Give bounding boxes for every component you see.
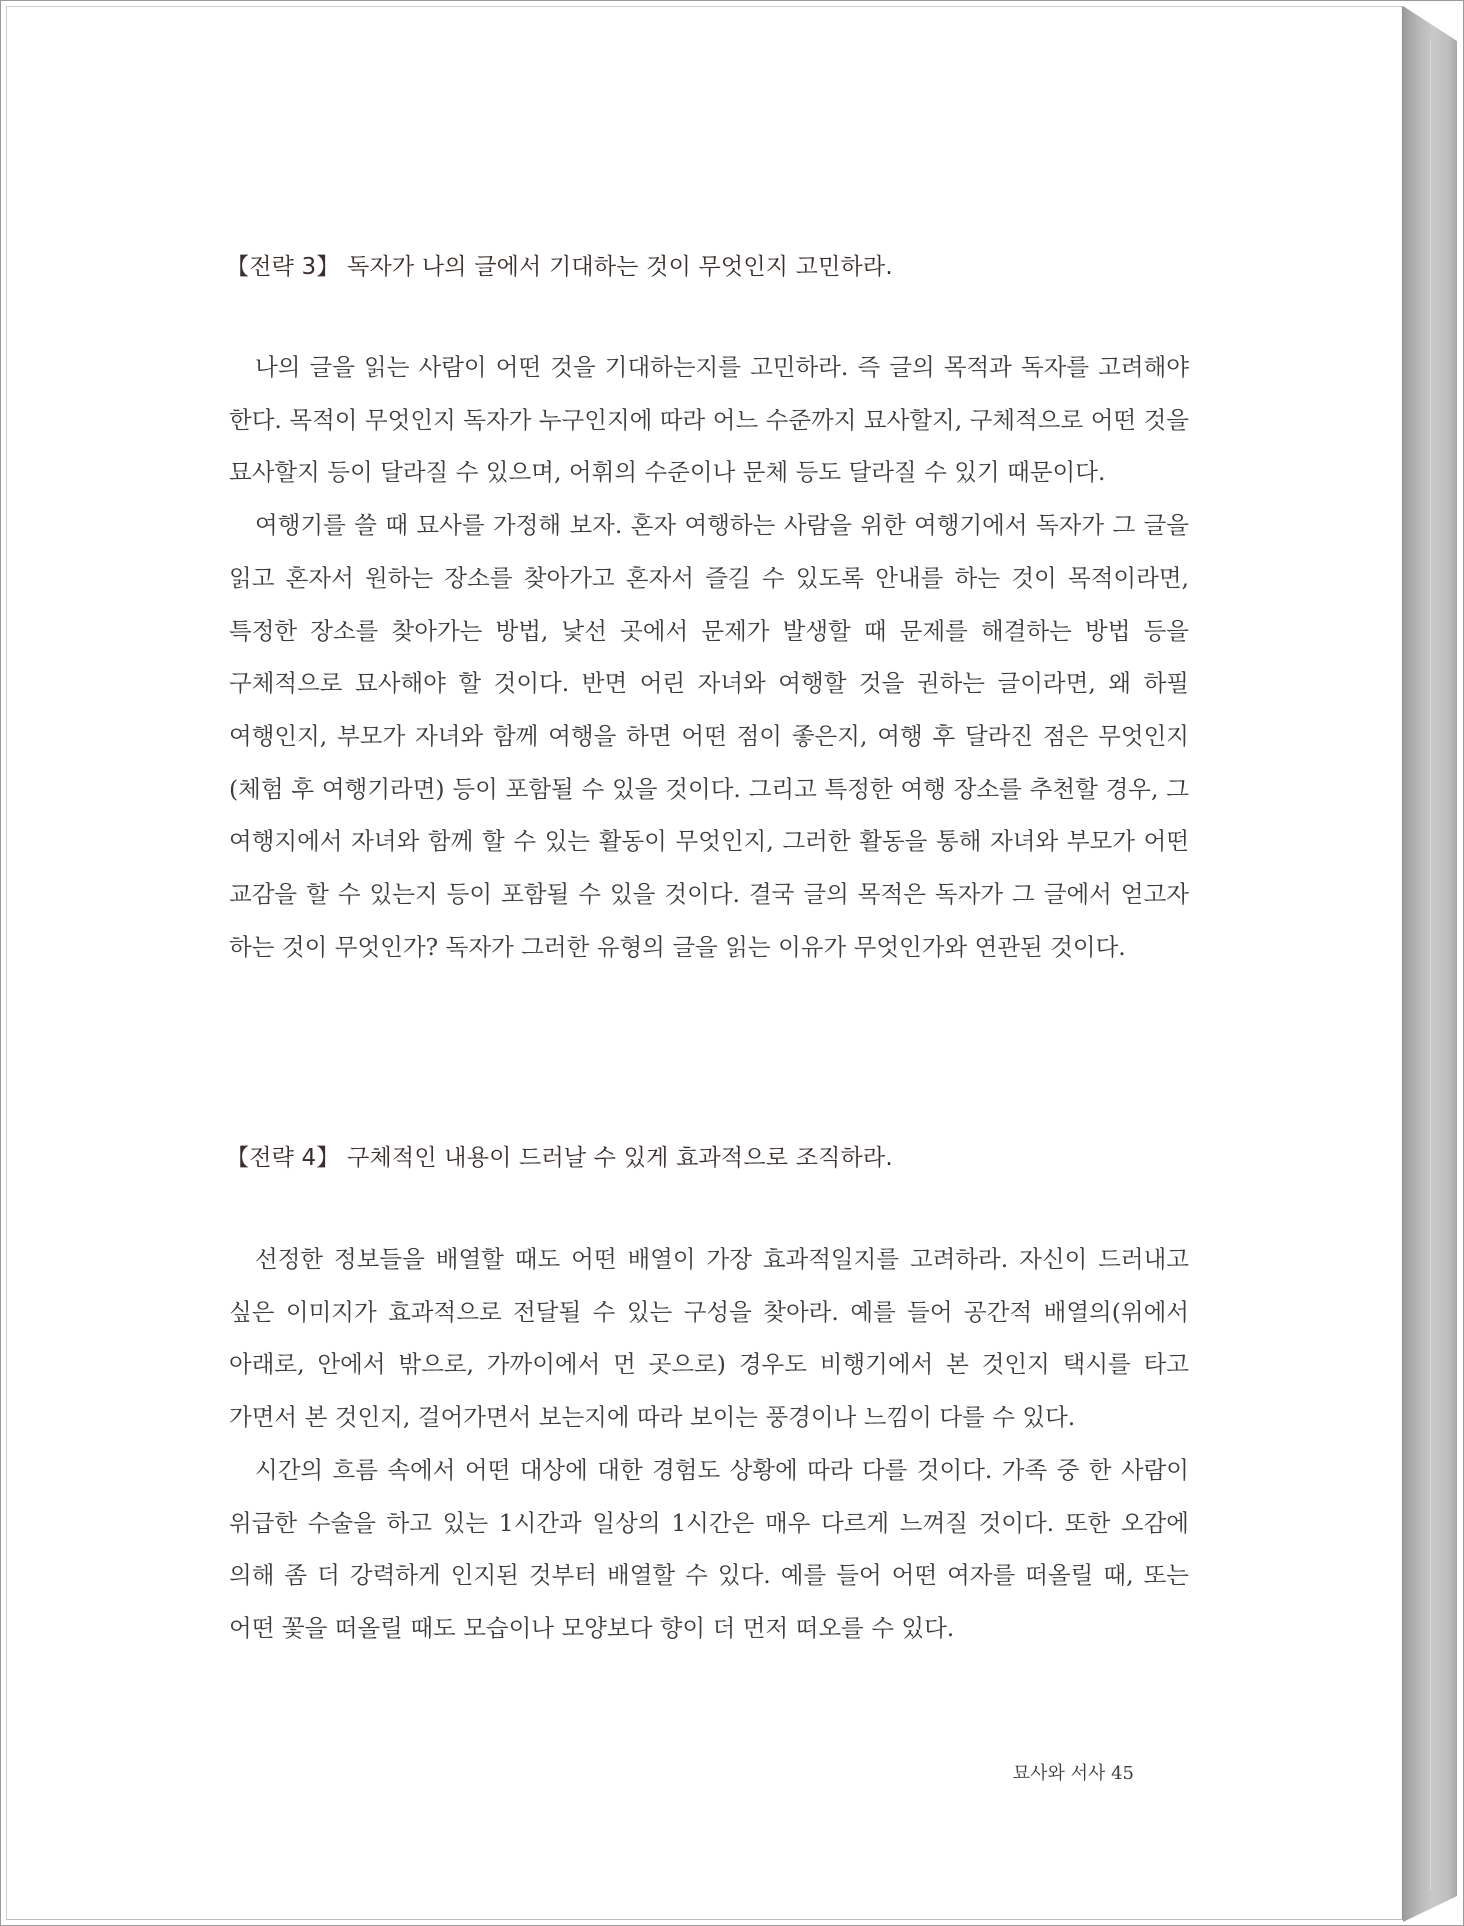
paragraph: 시간의 흐름 속에서 어떤 대상에 대한 경험도 상황에 따라 다를 것이다. 가족 중 한 사람이 위급한 수술을 하고 있는 1시간과 일상의 1시간은 매우 다르게 느껴질 것이다. 또한 오감에 의해 좀 더 강력하게 인지된 것부터 배열할 수 있다. 예를 들어 어떤 여자를 떠올릴 때, 또는 어떤 꽃을 떠올릴 때도 모습이나 모양보다 향이 더 먼저 떠오를 수 있다. xyxy=(229,1455,1189,1642)
paragraph: 나의 글을 읽는 사람이 어떤 것을 기대하는지를 고민하라. 즉 글의 목적과 독자를 고려해야 한다. 목적이 무엇인지 독자가 누구인지에 따라 어느 수준까지 묘사할지, 구체적으로 어떤 것을 묘사할지 등이 달라질 수 있으며, 어휘의 수준이나 문체 등도 달라질 수 있기 때문이다. xyxy=(229,353,1189,487)
strategy-4-body xyxy=(229,1233,1189,1655)
book-page xyxy=(6,6,1403,1920)
paragraph: 여행기를 쓸 때 묘사를 가정해 보자. 혼자 여행하는 사람을 위한 여행기에서 독자가 그 글을 읽고 혼자서 원하는 장소를 찾아가고 혼자서 즐길 수 있도록 안내를 하는 것이 목적이라면, 특정한 장소를 찾아가는 방법, 낯선 곳에서 문제가 발생할 때 문제를 해결하는 방법 등을 구체적으로 묘사해야 할 것이다. 반면 어린 자녀와 여행할 것을 권하는 글이라면, 왜 하필 여행인지, 부모가 자녀와 함께 여행을 하면 어떤 점이 좋은지, 여행 후 달라진 점은 무엇인지(체험 후 여행기라면) 등이 포함될 수 있을 것이다. 그리고 특정한 여행 장소를 추천할 경우, 그 여행지에서 자녀와 함께 할 수 있는 활동이 무엇인지, 그러한 활동을 통해 자녀와 부모가 어떤 교감을 할 수 있는지 등이 포함될 수 있을 것이다. 결국 글의 목적은 독자가 그 글에서 얻고자 하는 것이 무엇인가? 독자가 그러한 유형의 글을 읽는 이유가 무엇인가와 연관된 것이다. xyxy=(229,511,1189,961)
strategy-3-body xyxy=(229,341,1189,973)
page-footer: 묘사와 서사 45 xyxy=(1012,1763,1134,1784)
strategy-3-heading: 【전략 3】 독자가 나의 글에서 기대하는 것이 무엇인지 고민하라. xyxy=(226,254,893,280)
paragraph: 선정한 정보들을 배열할 때도 어떤 배열이 가장 효과적일지를 고려하라. 자신이 드러내고 싶은 이미지가 효과적으로 전달될 수 있는 구성을 찾아라. 예를 들어 공간적 배열의(위에서 아래로, 안에서 밖으로, 가까이에서 먼 곳으로) 경우도 비행기에서 본 것인지 택시를 타고 가면서 본 것인지, 걸어가면서 보는지에 따라 보이는 풍경이나 느낌이 다를 수 있다. xyxy=(229,1245,1189,1432)
book-edge-highlight xyxy=(1430,40,1431,1890)
strategy-4-heading: 【전략 4】 구체적인 내용이 드러날 수 있게 효과적으로 조직하라. xyxy=(226,1145,893,1171)
